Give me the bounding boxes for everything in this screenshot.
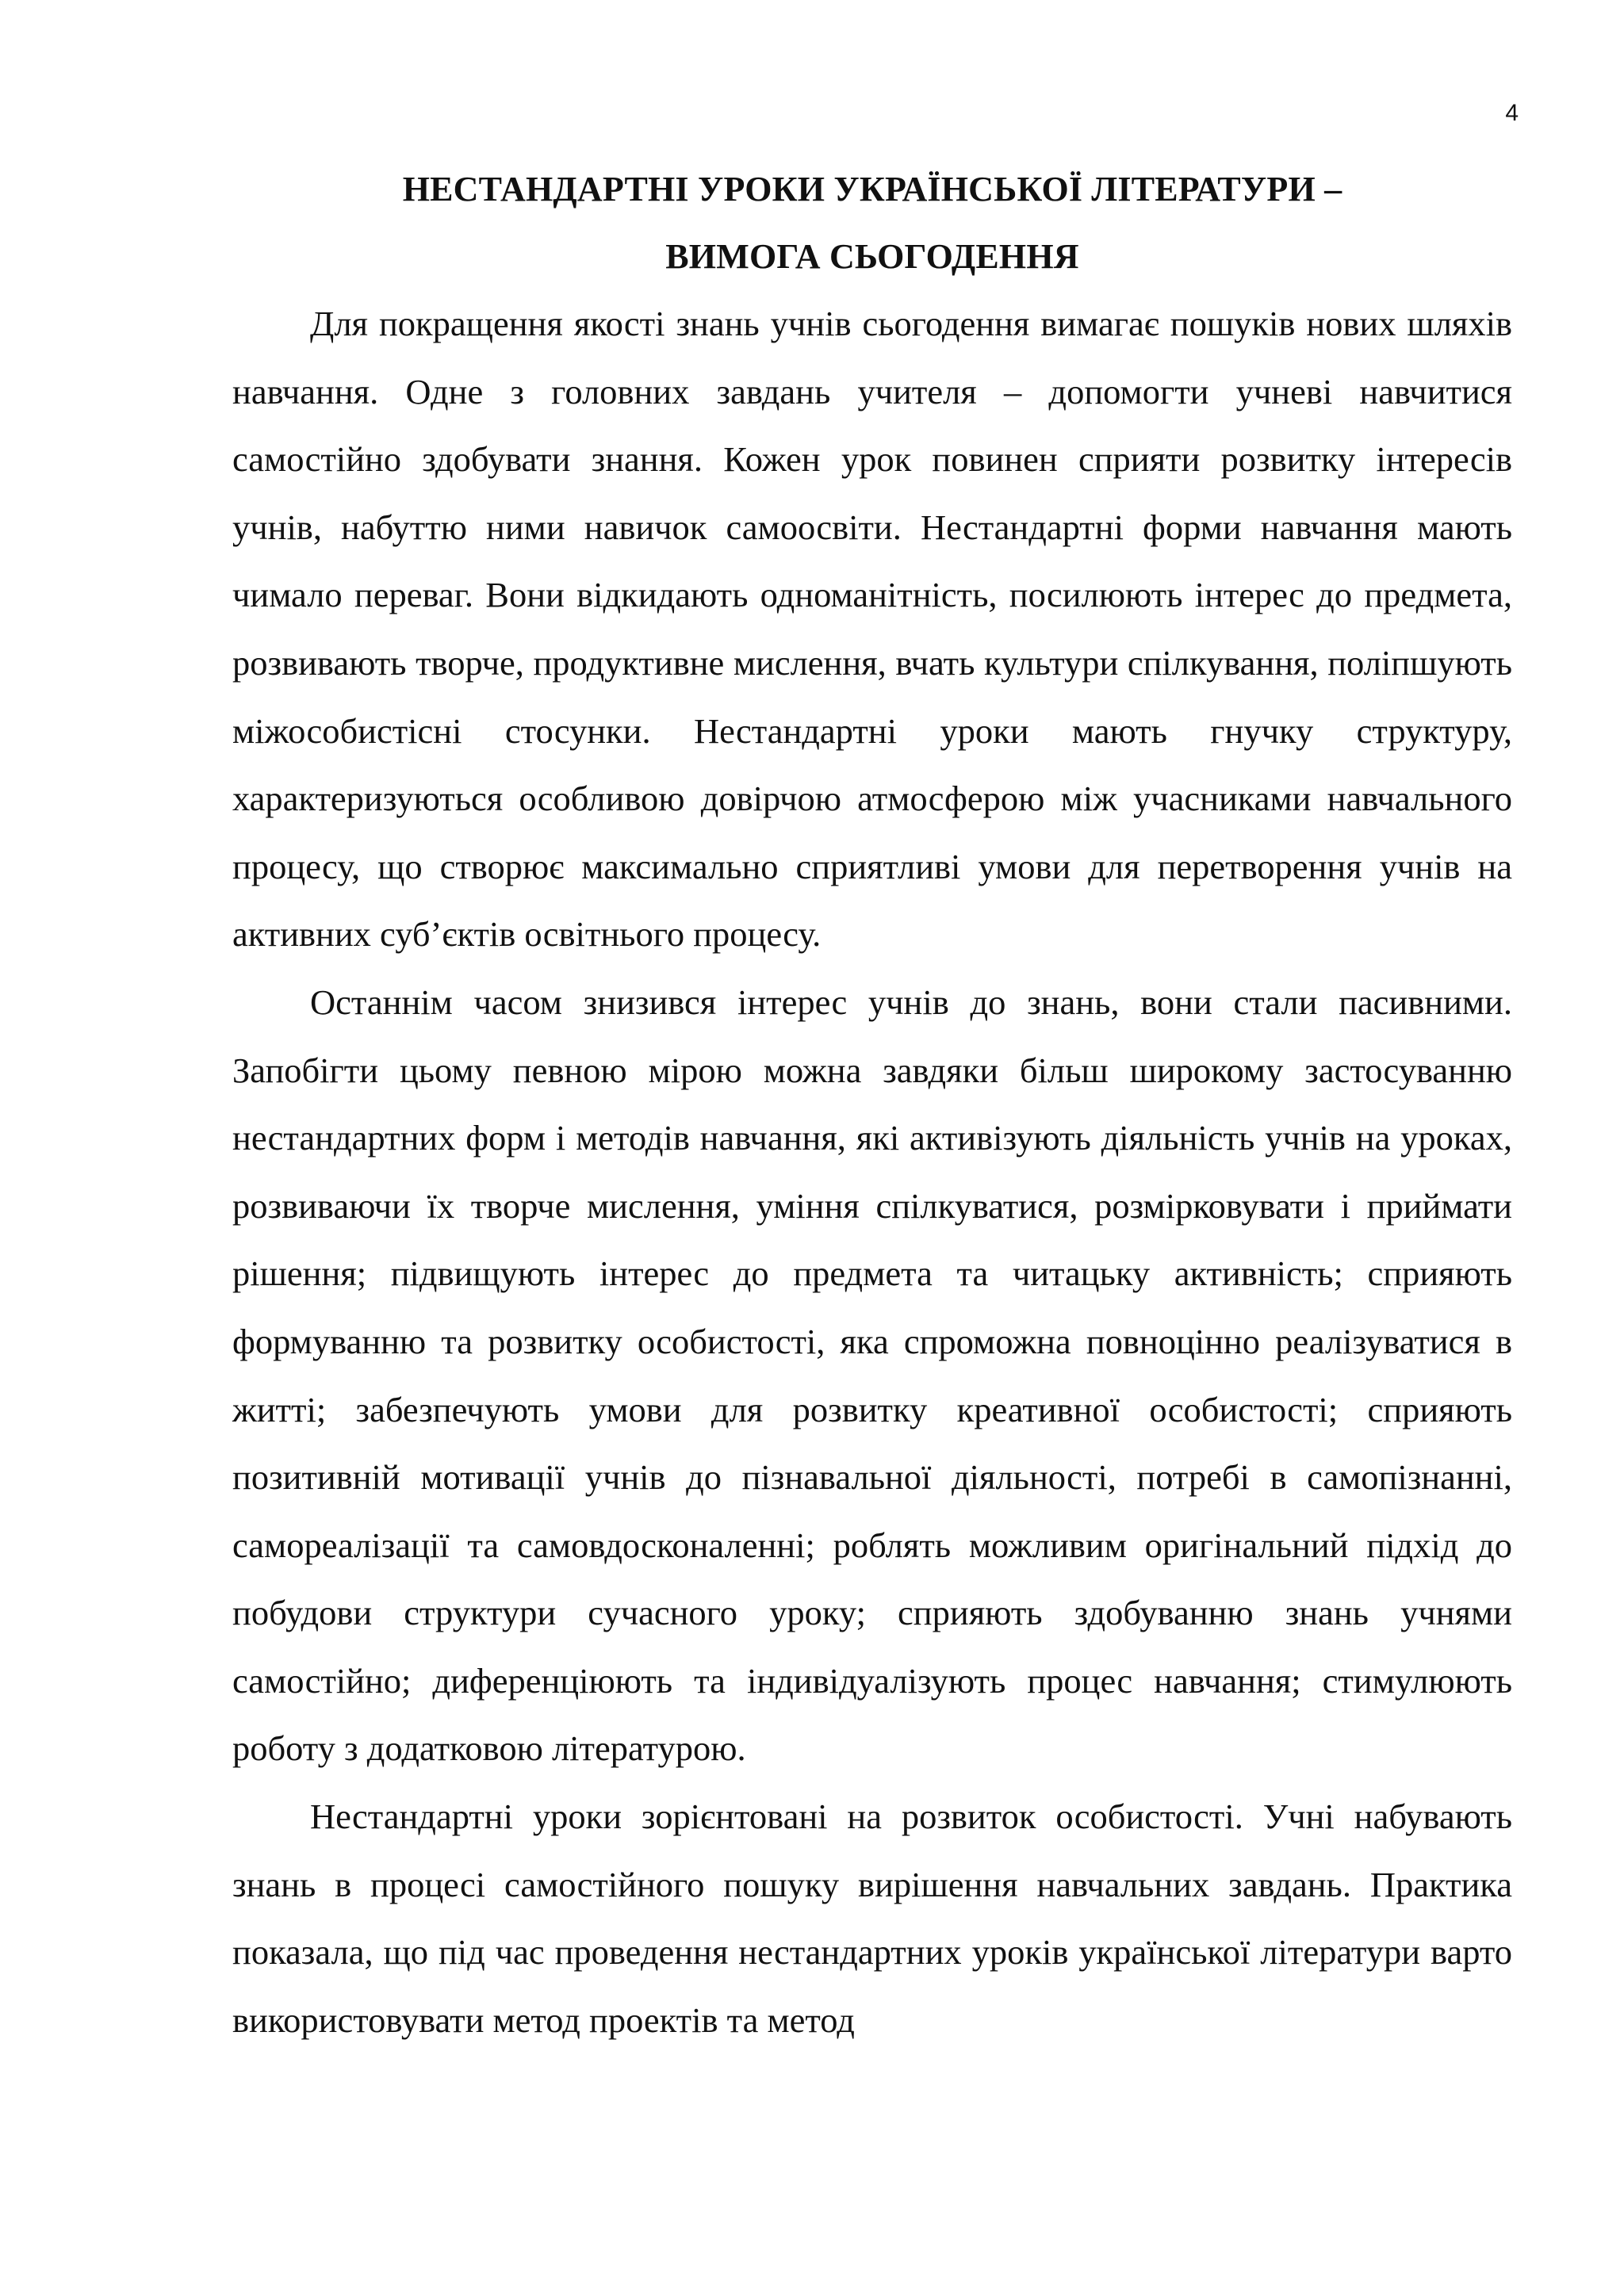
paragraph-3: Нестандартні уроки зорієнтовані на розвиток особистості. Учні набувають знань в процесі самостійного пошуку вирішення навчальних завдань. Практика показала, що під час проведення нестандартних уроків української літератури варто використовувати метод проектів та метод [232,1797,1512,2040]
paragraph-1: Для покращення якості знань учнів сьогодення вимагає пошуків нових шляхів навчання. Одне з головних завдань учителя – допомогти учневі навчитися самостійно здобувати знання. Кожен урок повинен сприяти розвитку інтересів учнів, набуттю ними навичок самоосвіти. Нестандартні форми навчання мають чимало переваг. Вони відкидають одноманітність, посилюють інтерес до предмета, розвивають творче, продуктивне мислення, вчать культури спілкування, поліпшують міжособистісні стосунки. Нестандартні уроки мають гнучку структуру, характеризуються особливою довірчою атмосферою між учасниками навчального процесу, що створює максимально сприятливі умови для перетворення учнів на активних суб’єктів освітнього процесу. [232,304,1512,955]
page-number: 4 [1505,100,1519,126]
title-line-1: НЕСТАНДАРТНІ УРОКИ УКРАЇНСЬКОЇ ЛІТЕРАТУРИ – [402,170,1342,209]
document-body [232,155,1512,2054]
article-title [232,155,1512,290]
title-line-2: ВИМОГА СЬОГОДЕННЯ [665,237,1079,276]
paragraph-2: Останнім часом знизився інтерес учнів до знань, вони стали пасивними. Запобігти цьому певною мірою можна завдяки більш широкому застосуванню нестандартних форм і методів навчання, які активізують діяльність учнів на уроках, розвиваючи їх творче мислення, уміння спілкуватися, розмірковувати і приймати рішення; підвищують інтерес до предмета та читацьку активність; сприяють формуванню та розвитку особистості, яка спроможна повноцінно реалізуватися в житті; забезпечують умови для розвитку креативної особистості; сприяють позитивній мотивації учнів до пізнавальної діяльності, потребі в самопізнанні, самореалізації та самовдосконаленні; роблять можливим оригінальний підхід до побудови структури сучасного уроку; сприяють здобуванню знань учнями самостійно; диференціюють та індивідуалізують процес навчання; стимулюють роботу з додатковою літературою. [232,982,1512,1769]
